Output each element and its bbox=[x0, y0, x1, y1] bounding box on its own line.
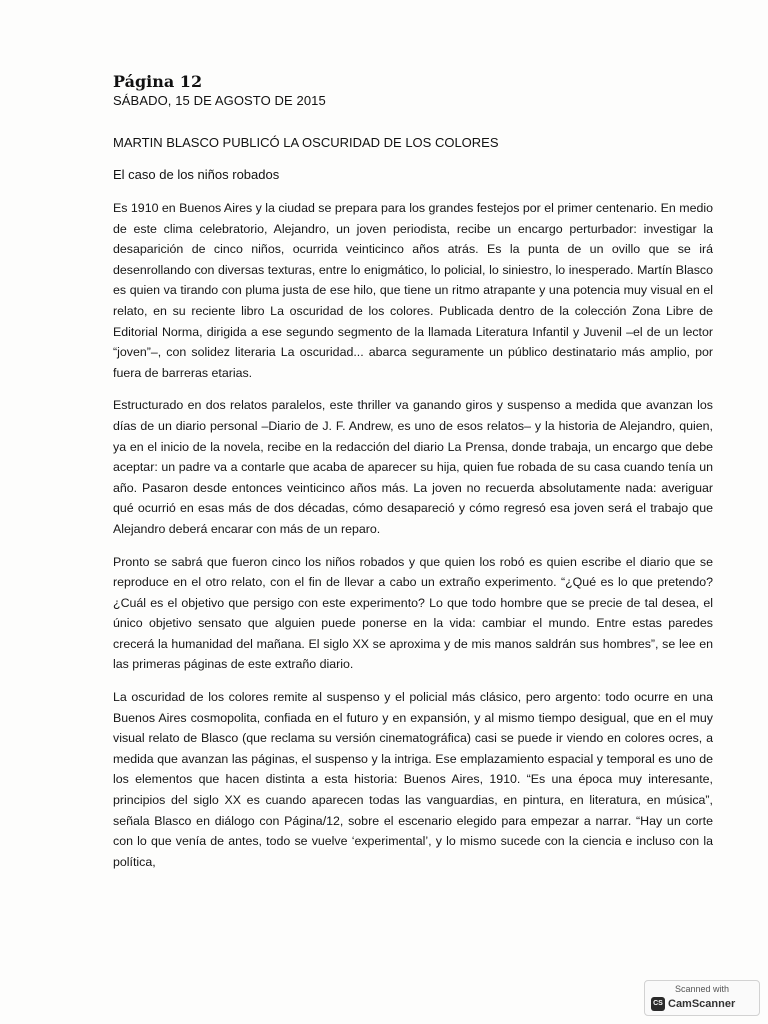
camscanner-watermark bbox=[644, 980, 760, 1016]
camscanner-logo-icon: CS bbox=[651, 997, 665, 1011]
article-headline: MARTIN BLASCO PUBLICÓ LA OSCURIDAD DE LOS COLORES bbox=[113, 135, 499, 150]
publication-date: SÁBADO, 15 DE AGOSTO DE 2015 bbox=[113, 93, 326, 108]
article-content bbox=[113, 72, 713, 884]
article-subhead: El caso de los niños robados bbox=[113, 167, 280, 182]
watermark-app-name: CamScanner bbox=[668, 998, 736, 1010]
article-paragraph: Es 1910 en Buenos Aires y la ciudad se prepara para los grandes festejos por el primer centenario. En medio de este clima celebratorio, Alejandro, un joven periodista, recibe un encargo perturbador: investigar la desaparición de cinco niños, ocurrida veinticinco años atrás. Es la punta de un ovillo que se irá desenrollando con diversas texturas, entre lo enigmático, lo policial, lo siniestro, lo inesperado. Martín Blasco es quien va tirando con pluma justa de ese hilo, que tiene un ritmo atrapante y una potencia muy visual en el relato, en su reciente libro La oscuridad de los colores. Publicada dentro de la colección Zona Libre de Editorial Norma, dirigida a ese segundo segmento de la llamada Literatura Infantil y Juvenil –el de un lector “joven”–, con solidez literaria La oscuridad... abarca seguramente un público destinatario más amplio, por fuera de barreras etarias. bbox=[113, 201, 713, 380]
article-paragraph: La oscuridad de los colores remite al suspenso y el policial más clásico, pero argento: todo ocurre en una Buenos Aires cosmopolita, confiada en el futuro y en expansión, y al mismo tiempo desigual, que en el muy visual relato de Blasco (que reclama su versión cinematográfica) casi se puede ir viendo en colores ocres, a medida que avanzan las páginas, el suspenso y la intriga. Ese emplazamiento espacial y temporal es uno de los elementos que hacen distinta a esta historia: Buenos Aires, 1910. “Es una época muy interesante, principios del siglo XX es cuando aparecen todas las vanguardias, en pintura, en literatura, en música”, señala Blasco en diálogo con Página/12, sobre el escenario elegido para empezar a narrar. “Hay un corte con lo que venía de antes, todo se vuelve ‘experimental’, y lo mismo sucede con la ciencia e incluso con la política, bbox=[113, 690, 713, 869]
publication-name: Página 12 bbox=[113, 72, 203, 91]
article-paragraph: Estructurado en dos relatos paralelos, este thriller va ganando giros y suspenso a medida que avanzan los días de un diario personal –Diario de J. F. Andrew, es uno de esos relatos– y la historia de Alejandro, quien, ya en el inicio de la novela, recibe en la redacción del diario La Prensa, donde trabaja, un encargo que debe aceptar: un padre va a contarle que acaba de aparecer su hija, quien fue robada de su casa cuando tenía un año. Pasaron desde entonces veinticinco años más. La joven no recuerda absolutamente nada: averiguar qué ocurrió en esas más de dos décadas, cómo desapareció y cómo regresó esa joven será el trabajo que Alejandro deberá encarar con más de un reparo. bbox=[113, 398, 713, 536]
article-paragraph: Pronto se sabrá que fueron cinco los niños robados y que quien los robó es quien escribe el diario que se reproduce en el otro relato, con el fin de llevar a cabo un extraño experimento. “¿Qué es lo que pretendo? ¿Cuál es el objetivo que persigo con este experimento? Lo que todo hombre que se precie de tal desea, el único objetivo sensato que alguien puede ponerse en la vida: cambiar el mundo. Entre estas paredes crecerá la humanidad del mañana. El siglo XX se aproxima y de mis manos saldrán sus hombres”, se lee en las primeras páginas de este extraño diario. bbox=[113, 554, 713, 672]
watermark-caption: Scanned with bbox=[674, 984, 730, 994]
